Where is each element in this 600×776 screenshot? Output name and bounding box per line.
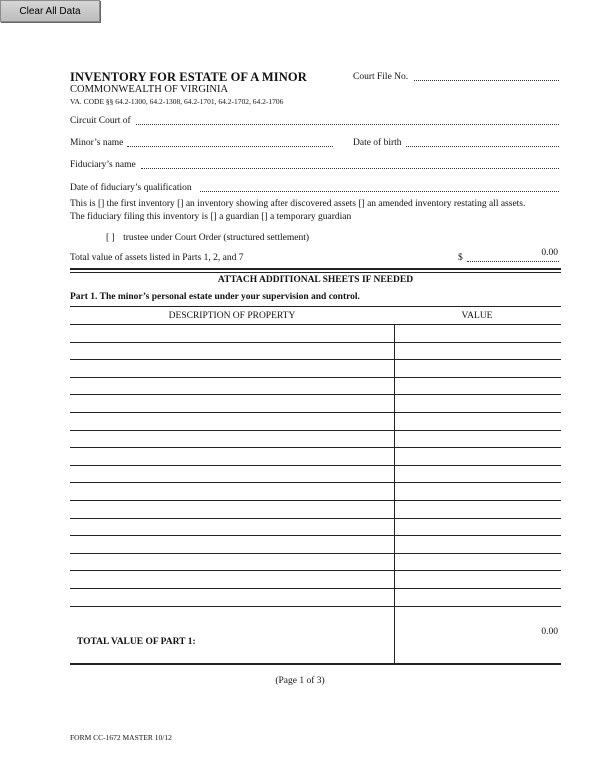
circuit-court-label: Circuit Court of [70,116,131,126]
va-code-citation: VA. CODE §§ 64.2-1300, 64.2-1308, 64.2-1701, 64.2-1702, 64.2-1706 [70,97,284,106]
column-divider [394,324,395,664]
minor-name-label: Minor’s name [70,138,124,148]
table-row[interactable] [70,342,561,343]
state-name: COMMONWEALTH OF VIRGINIA [70,84,229,95]
court-file-field[interactable] [414,80,559,81]
temporary-guardian-option[interactable]: ] a temporary guardian [264,212,352,222]
table-row[interactable] [70,412,561,413]
value-column-header: VALUE [461,311,493,321]
table-row[interactable] [70,535,561,536]
trustee-label: trustee under Court Order (structured settlement) [123,233,310,243]
page-number: (Page 1 of 3) [275,676,325,686]
court-file-label: Court File No. [353,72,409,82]
qualification-date-field[interactable] [200,191,559,192]
table-row[interactable] [70,447,561,448]
total-assets-value: 0.00 [541,248,558,258]
clear-all-data-button[interactable]: Clear All Data [0,0,100,22]
table-row[interactable] [70,588,561,589]
qualification-date-label: Date of fiduciary’s qualification [70,183,192,193]
part1-heading: Part 1. The minor’s personal estate under your supervision and control. [70,292,360,302]
minor-name-field[interactable] [127,146,333,147]
inventory-type-line [70,199,525,209]
table-row[interactable] [70,482,561,483]
table-top-border [70,306,561,307]
after-discovered-option[interactable]: ] an inventory showing after discovered assets [ [180,199,362,209]
fiduciary-name-label: Fiduciary’s name [70,160,136,170]
table-row[interactable] [70,518,561,519]
dob-label: Date of birth [353,138,402,148]
table-row[interactable] [70,553,561,554]
table-row[interactable] [70,465,561,466]
first-inventory-option[interactable]: ] the first inventory [ [101,199,181,209]
section-divider [70,268,561,270]
part1-total-value: 0.00 [541,627,558,637]
amended-inventory-option[interactable]: ] an amended inventory restating all assets. [361,199,526,209]
fiduciary-type-prefix: The fiduciary filing this inventory is [ [70,212,214,222]
inventory-type-prefix: This is [ [70,199,102,209]
dob-field[interactable] [406,146,559,147]
part1-total-label: TOTAL VALUE OF PART 1: [77,637,196,647]
table-row[interactable] [70,359,561,360]
total-assets-field[interactable] [467,261,559,262]
form-title: INVENTORY FOR ESTATE OF A MINOR [70,70,307,84]
attach-sheets-note: ATTACH ADDITIONAL SHEETS IF NEEDED [217,275,414,285]
table-row[interactable] [70,500,561,501]
table-row[interactable] [70,570,561,571]
table-bottom-border [70,663,561,665]
description-column-header: DESCRIPTION OF PROPERTY [168,311,296,321]
table-row[interactable] [70,324,561,325]
fiduciary-type-line [70,212,351,222]
section-divider-thin [70,272,561,273]
table-row[interactable] [70,430,561,431]
table-row[interactable] [70,394,561,395]
trustee-line [106,233,309,243]
fiduciary-name-field[interactable] [141,168,559,169]
circuit-court-field[interactable] [136,124,559,125]
currency-symbol: $ [458,253,463,263]
table-row [70,606,561,607]
trustee-checkbox[interactable]: [ ] [106,233,115,243]
guardian-option[interactable]: ] a guardian [ [213,212,265,222]
table-row[interactable] [70,377,561,378]
total-assets-label: Total value of assets listed in Parts 1, 2, and 7 [70,253,244,263]
form-id: FORM CC-1672 MASTER 10/12 [70,733,172,742]
